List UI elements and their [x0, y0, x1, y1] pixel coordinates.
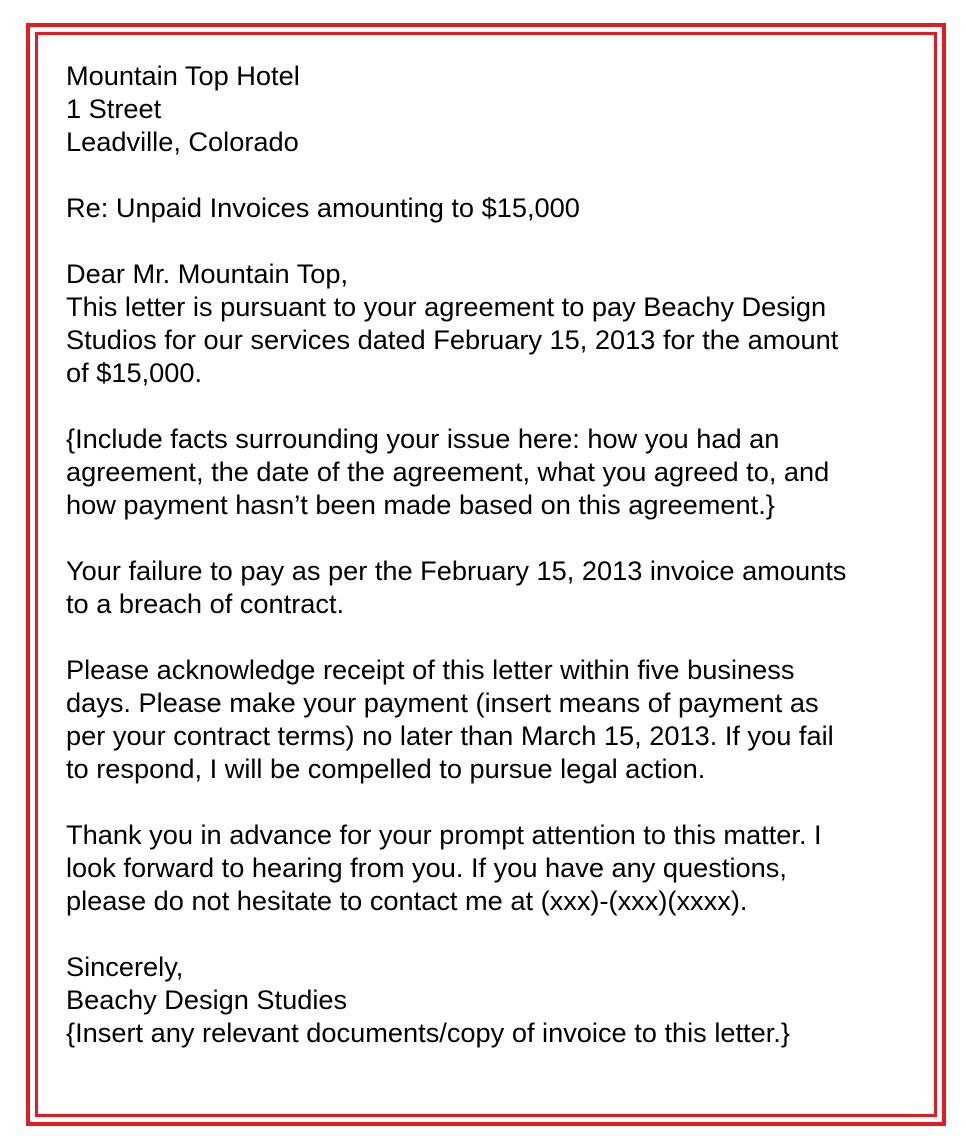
paragraph-line: please do not hesitate to contact me at (xxx)-(xxx)(xxxx).: [66, 885, 748, 916]
closing-block: [66, 950, 916, 1049]
valediction: Sincerely,: [66, 951, 184, 982]
recipient-address: [66, 59, 916, 158]
subject-text: Re: Unpaid Invoices amounting to $15,000: [66, 192, 580, 223]
address-line-name: Mountain Top Hotel: [66, 60, 300, 91]
paragraph-line: Please acknowledge receipt of this letter within five business: [66, 654, 795, 685]
paragraph-line: Thank you in advance for your prompt attention to this matter. I: [66, 819, 822, 850]
address-line-street: 1 Street: [66, 93, 162, 124]
signer-name: Beachy Design Studies: [66, 984, 348, 1015]
paragraph-line: {Include facts surrounding your issue here: how you had an: [66, 423, 780, 454]
paragraph-line: This letter is pursuant to your agreement to pay Beachy Design: [66, 291, 827, 322]
paragraph-line: how payment hasn’t been made based on this agreement.}: [66, 489, 775, 520]
paragraph-line: look forward to hearing from you. If you have any questions,: [66, 852, 787, 883]
facts-paragraph: [66, 422, 916, 521]
address-line-city: Leadville, Colorado: [66, 126, 299, 157]
subject-line: [66, 191, 916, 224]
paragraph-line: days. Please make your payment (insert means of payment as: [66, 687, 819, 718]
paragraph-line: of $15,000.: [66, 357, 203, 388]
letter-body: [66, 59, 916, 1049]
paragraph-line: to a breach of contract.: [66, 588, 345, 619]
paragraph-line: Your failure to pay as per the February 15, 2013 invoice amounts: [66, 555, 847, 586]
paragraph-line: agreement, the date of the agreement, what you agreed to, and: [66, 456, 830, 487]
opening-paragraph: [66, 257, 916, 389]
paragraph-line: to respond, I will be compelled to pursue legal action.: [66, 753, 706, 784]
thanks-paragraph: [66, 818, 916, 917]
enclosure-note: {Insert any relevant documents/copy of invoice to this letter.}: [66, 1017, 790, 1048]
paragraph-line: per your contract terms) no later than March 15, 2013. If you fail: [66, 720, 834, 751]
paragraph-line: Studios for our services dated February 15, 2013 for the amount: [66, 324, 839, 355]
breach-paragraph: [66, 554, 916, 620]
demand-paragraph: [66, 653, 916, 785]
salutation: Dear Mr. Mountain Top,: [66, 258, 349, 289]
